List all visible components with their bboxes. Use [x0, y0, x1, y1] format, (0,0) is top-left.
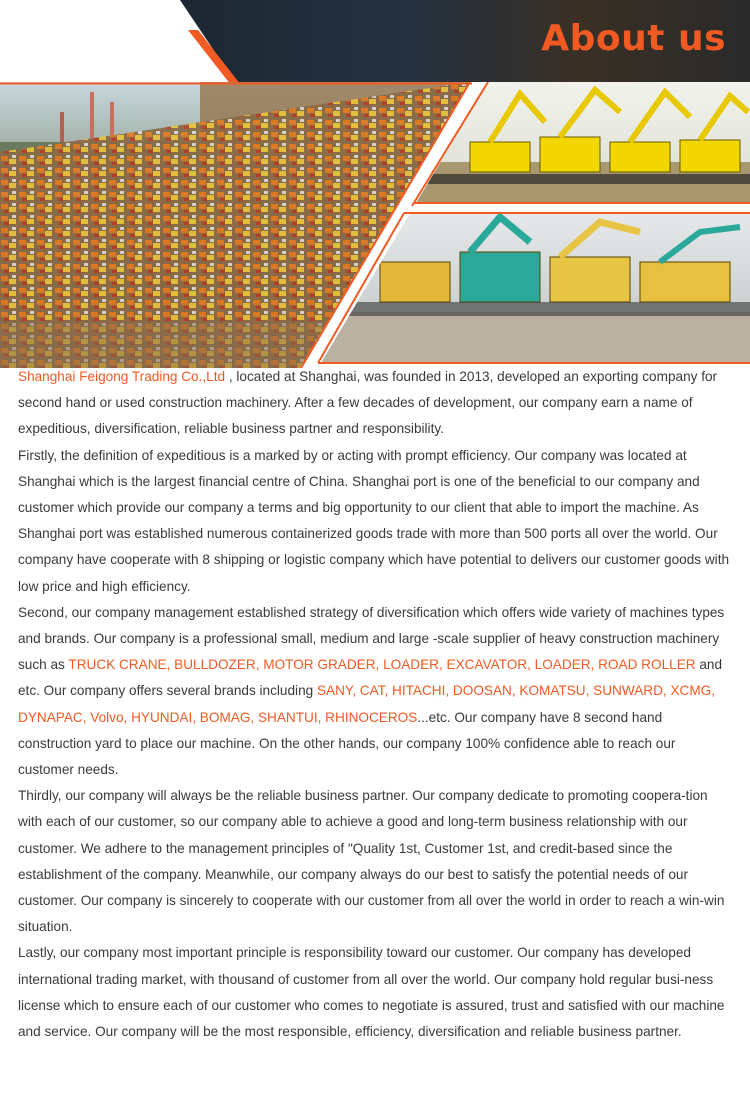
diversification-text-2: and etc. Our company offers several brands including — [18, 657, 723, 699]
photo-collage-svg — [0, 82, 750, 368]
expeditious-paragraph: Firstly, the definition of expeditious is a marked by or acting with prompt efficiency. Our company was located at Shanghai which is the largest financial centre of China. Shanghai port is one of the beneficial to our company and customer which provide our company a terms and big opportunity to our client that able to import the machine. As Shanghai port was established numerous containerized goods trade with more than 500 ports all over the world. Our company have cooperate with 8 shipping or logistic company which have potential to delivers our customer goods with low price and high efficiency. — [18, 447, 730, 594]
diversification-text-1: Second, our company management established strategy of diversification which offers wide variety of machines types and brands. Our company is a professional small, medium and large -scale supplier of heavy construction machinery such as — [18, 604, 725, 673]
machine-types: TRUCK CRANE, BULLDOZER, MOTOR GRADER, LOADER, EXCAVATOR, LOADER, ROAD ROLLER — [68, 657, 696, 673]
reliability-paragraph: Thirdly, our company will always be the reliable business partner. Our company dedicate to promoting coopera-tion with each of our customer, so our company able to achieve a good and long-term business relationship with our customer. We adhere to the management principles of "Quality 1st, Customer 1st, and credit-based since the establishment of the company. Meanwhile, our company always do our best to satisfy the potential needs of our customer. Our company is sincerely to cooperate with our customer from all over the world in order to reach a win-win situation. — [18, 788, 725, 935]
diversification-paragraph — [18, 600, 732, 783]
responsibility-paragraph: Lastly, our company most important principle is responsibility toward our customer. Our company has developed international trading market, with thousand of customer from all over the world. Our company hold regular busi-ness license which to ensure each of our customer who comes to negotiate is assured, trust and satisfied with our machine and service. Our company will be the most responsible, efficiency, diversification and reliable business partner. — [18, 945, 725, 1040]
intro-paragraph — [18, 364, 732, 443]
diversification-text-3: ...etc. Our company have 8 second hand construction yard to place our machine. On the other hands, our company 100% confidence able to reach our customer needs. — [18, 709, 676, 778]
brand-list: SANY, CAT, HITACHI, DOOSAN, KOMATSU, SUNWARD, XCMG, DYNAPAC, Volvo, HYUNDAI, BOMAG, SHANTUI, RHINOCEROS — [18, 683, 716, 725]
about-content — [0, 364, 750, 1045]
photo-collage — [0, 82, 750, 368]
intro-text: , located at Shanghai, was founded in 2013, developed an exporting company for second hand or used construction machinery. After a few decades of development, our company earn a name of expeditious, diversification, reliable business partner and responsibility. — [18, 369, 718, 437]
header-banner — [0, 0, 750, 82]
company-name: Shanghai Feigong Trading Co.,Ltd — [18, 369, 226, 384]
page-title: About us — [541, 18, 726, 59]
